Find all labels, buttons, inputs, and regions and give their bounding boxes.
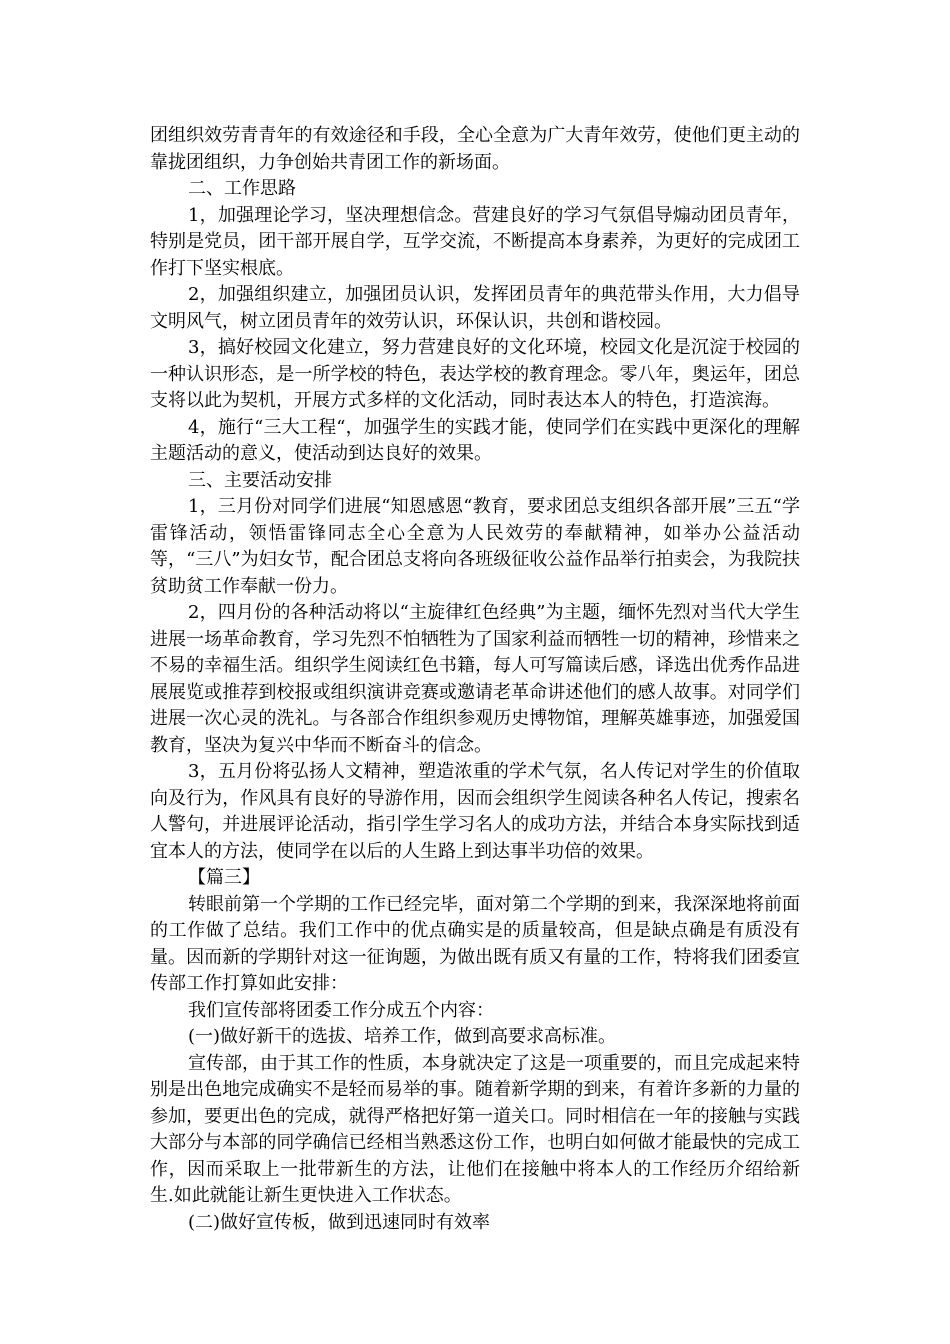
section-heading-part-three: 【篇三】: [188, 867, 260, 888]
paragraph-activity-2: 2，四月份的各种活动将以“主旋律红色经典”为主题，缅怀先烈对当代大学生进展一场革命教育，学习先烈不怕牺牲为了国家利益而牺牲一切的精神，珍惜来之不易的幸福生活。组织学生阅读红色书籍，每人可写篇读后感，译选出优秀作品进展展览或推荐到校报或组织演讲竞赛或邀请老革命讲述他们的感人故事。对同学们进展一次心灵的洗礼。与各部合作组织参观历史博物馆，理解英雄事迹，加强爱国教育，坚决为复兴中华而不断奋斗的信念。: [150, 602, 800, 756]
paragraph-1: 团组织效劳青青年的有效途径和手段，全心全意为广大青年效劳，使他们更主动的靠拢团组织，力争创始共青团工作的新场面。: [150, 125, 800, 173]
subheading-item-one: (一)做好新干的选拔、培养工作，做到高要求高标准。: [188, 1026, 617, 1047]
paragraph-idea-1: 1，加强理论学习，坚决理想信念。营建良好的学习气氛倡导煽动团员青年，特别是党员，团干部开展自学，互学交流，不断提高本身素养，为更好的完成团工作打下坚实根底。: [150, 204, 800, 279]
paragraph-item-one-detail: 宣传部，由于其工作的性质，本身就决定了这是一项重要的，而且完成起来特别是出色地完成确实不是轻而易举的事。随着新学期的到来，有着许多新的力量的参加，要更出色的完成，就得严格把好第一道关口。同时相信在一年的接触与实践大部分与本部的同学确信已经相当熟悉这份工作，也明白如何做才能最快的完成工作，因而采取上一批带新生的方法，让他们在接触中将本人的工作经历介绍给新生.如此就能让新生更快进入工作状态。: [150, 1052, 800, 1206]
paragraph-five-contents: 我们宣传部将团委工作分成五个内容：: [188, 999, 494, 1021]
paragraph-activity-3: 3，五月份将弘扬人文精神，塑造浓重的学术气氛，名人传记对学生的价值取向及行为，作风具有良好的导游作用，因而会组织学生阅读各种名人传记，搜索名人警句，并进展评论活动，指引学生学习名人的成功方法，并结合本身实际找到适宜本人的方法，使同学在以后的人生路上到达事半功倍的效果。: [150, 761, 800, 862]
paragraph-idea-2: 2，加强组织建立，加强团员认识，发挥团员青年的典范带头作用，大力倡导文明风气，树立团员青年的效劳认识，环保认识，共创和谐校园。: [150, 284, 800, 332]
paragraph-idea-3: 3，搞好校园文化建立，努力营建良好的文化环境，校园文化是沉淀于校园的一种认识形态，是一所学校的特色，表达学校的教育理念。零八年，奥运年，团总支将以此为契机，开展方式多样的文化活动，同时表达本人的特色，打造滨海。: [150, 337, 800, 411]
subheading-item-two: (二)做好宣传板，做到迅速同时有效率: [188, 1211, 491, 1233]
paragraph-idea-4: 4，施行“三大工程“，加强学生的实践才能，使同学们在实践中更深化的理解主题活动的意义，使活动到达良好的效果。: [150, 416, 800, 464]
section-heading-activities: 三、主要活动安排: [188, 469, 332, 491]
paragraph-part-three-intro: 转眼前第一个学期的工作已经完毕，面对第二个学期的到来，我深深地将前面的工作做了总结。我们工作中的优点确实是的质量较高，但是缺点确是有质没有量。因而新的学期针对这一征询题，为做出既有质又有量的工作，特将我们团委宣传部工作打算如此安排：: [150, 893, 800, 994]
paragraph-activity-1: 1，三月份对同学们进展“知恩感恩“教育，要求团总支组织各部开展”三五“学雷锋活动，领悟雷锋同志全心全意为人民效劳的奉献精神，如举办公益活动等，“三八”为妇女节，配合团总支将向各班级征收公益作品举行拍卖会，为我院扶贫助贫工作奉献一份力。: [150, 496, 800, 597]
document-body: [150, 123, 800, 1236]
section-heading-work-ideas: 二、工作思路: [188, 178, 296, 199]
